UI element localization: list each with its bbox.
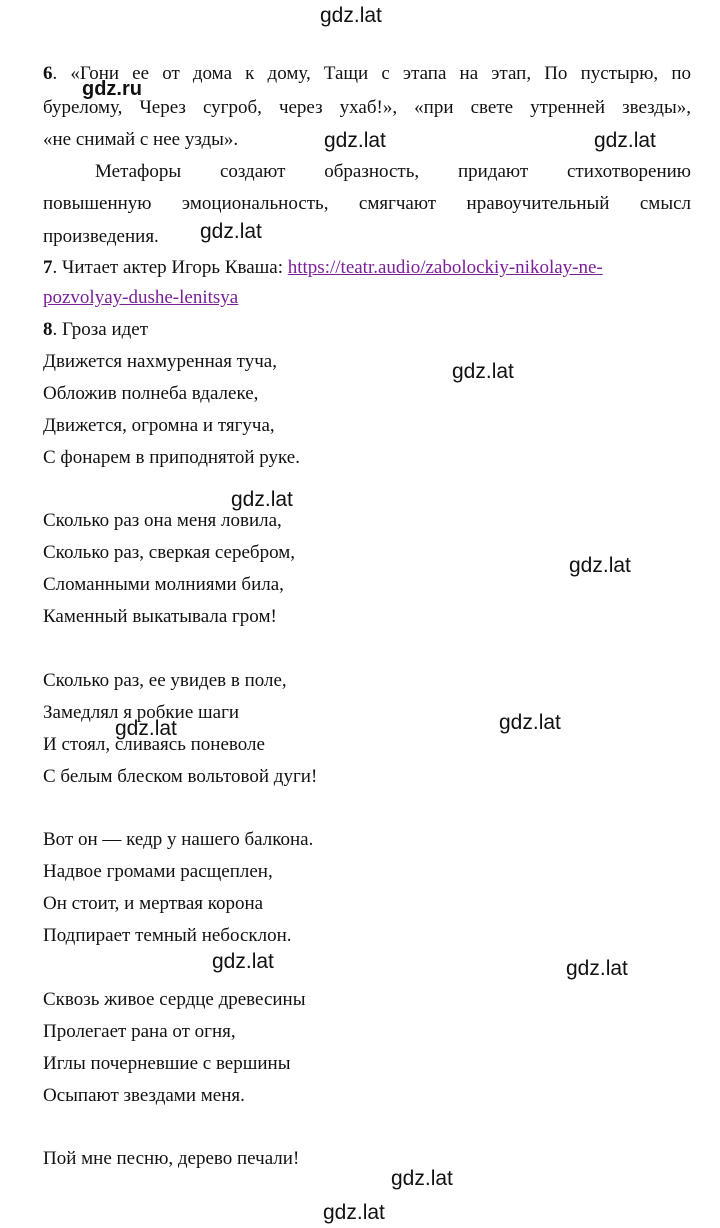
audio-link[interactable]: https://teatr.audio/zabolockiy-nikolay-ne- [287, 257, 603, 278]
watermark: gdz.lat [452, 360, 514, 383]
poem-line: Иглы почерневшие с вершины [43, 1053, 291, 1074]
watermark: gdz.lat [499, 711, 561, 734]
watermark: gdz.lat [566, 957, 628, 980]
watermark: gdz.lat [324, 129, 386, 152]
answer-6-line-1: 6. «Гони ее от дома к дому, Тащи с этапа на этап, По пустырю, по [43, 63, 691, 84]
poem-line: Пролегает рана от огня, [43, 1021, 236, 1042]
poem-line: Сколько раз она меня ловила, [43, 510, 282, 531]
answer-number: 6 [43, 63, 53, 84]
answer-7-line-1: 7. Читает актер Игорь Кваша: https://teatr.audio/zabolockiy-nikolay-ne- [43, 257, 603, 278]
poem-line: Осыпают звездами меня. [43, 1085, 245, 1106]
watermark: gdz.lat [323, 1201, 385, 1224]
poem-line: Надвое громами расщеплен, [43, 861, 273, 882]
audio-link-continued[interactable]: pozvolyay-dushe-lenitsya [43, 287, 239, 308]
poem-line: Движется нахмуренная туча, [43, 351, 277, 372]
answer-6-para2-line-1: Метафоры создают образность, придают стихотворению [95, 161, 691, 182]
poem-line: Пой мне песню, дерево печали! [43, 1148, 300, 1169]
answer-7-line-2 [43, 286, 238, 310]
poem-line: Каменный выкатывала гром! [43, 606, 277, 627]
poem-line: И стоял, сливаясь поневоле [43, 734, 265, 755]
answer-number: 7 [43, 257, 53, 278]
watermark: gdz.lat [320, 4, 382, 27]
answer-6-line-3: «не снимай с нее узды». [43, 129, 239, 150]
watermark: gdz.lat [200, 220, 262, 243]
poem-line: Сколько раз, сверкая серебром, [43, 542, 295, 563]
watermark: gdz.lat [569, 554, 631, 577]
poem-line: С белым блеском вольтовой дуги! [43, 766, 318, 787]
watermark: gdz.lat [594, 129, 656, 152]
poem-title: . Гроза идет [52, 319, 149, 340]
poem-line: Вот он — кедр у нашего балкона. [43, 829, 314, 850]
poem-line: Сломанными молниями била, [43, 574, 284, 595]
poem-line: Он стоит, и мертвая корона [43, 893, 264, 914]
watermark: gdz.lat [115, 717, 177, 740]
poem-line: Движется, огромна и тягуча, [43, 415, 275, 436]
answer-6-line-2: бурелому, Через сугроб, через ухаб!», «при свете утренней звезды», [43, 97, 691, 118]
poem-line: Сквозь живое сердце древесины [43, 989, 306, 1010]
watermark: gdz.lat [231, 488, 293, 511]
watermark: gdz.lat [212, 950, 274, 973]
answer-number: 8 [43, 319, 53, 340]
poem-line: Обложив полнеба вдалеке, [43, 383, 259, 404]
answer-8-title [43, 318, 148, 342]
answer-6-para2-line-3: произведения. [43, 226, 159, 247]
poem-line: С фонарем в приподнятой руке. [43, 447, 300, 468]
poem-line: Замедлял я робкие шаги [43, 702, 240, 723]
watermark: gdz.lat [391, 1167, 453, 1190]
answer-6-para2-line-2: повышенную эмоциональность, смягчают нравоучительный смысл [43, 193, 691, 214]
poem-line: Сколько раз, ее увидев в поле, [43, 670, 287, 691]
poem-line: Подпирает темный небосклон. [43, 925, 292, 946]
watermark-gdz-ru: gdz.ru [82, 78, 142, 100]
